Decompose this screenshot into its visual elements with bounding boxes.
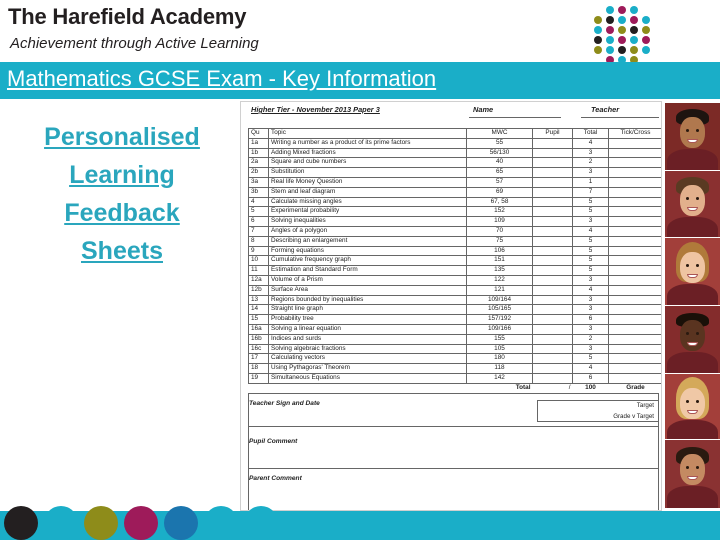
question-number: 12b xyxy=(249,285,269,295)
logo-dot xyxy=(618,6,626,14)
tick-cross xyxy=(609,305,663,315)
topic: Using Pythagoras' Theorem xyxy=(269,364,467,374)
title-bar xyxy=(0,62,720,99)
mwc-reference: 118 xyxy=(467,364,533,374)
table-header-row xyxy=(249,129,663,139)
mwc-reference: 142 xyxy=(467,373,533,383)
table-row xyxy=(249,334,663,344)
topic: Surface Area xyxy=(269,285,467,295)
table-row xyxy=(249,236,663,246)
grade-v-target-label: Grade v Target xyxy=(613,413,654,420)
logo-dot xyxy=(642,46,650,54)
tick-cross xyxy=(609,138,663,148)
total-marks: 3 xyxy=(573,305,609,315)
pupil-mark xyxy=(533,256,573,266)
tick-cross xyxy=(609,334,663,344)
topic: Solving inequalities xyxy=(269,217,467,227)
pupil-total: / xyxy=(568,383,571,391)
mwc-reference: 180 xyxy=(467,354,533,364)
column-header: Topic xyxy=(269,129,467,139)
logo-dot xyxy=(606,26,614,34)
mwc-reference: 55 xyxy=(467,138,533,148)
tick-cross xyxy=(609,266,663,276)
slide-title: Mathematics GCSE Exam - Key Information xyxy=(7,66,437,91)
question-number: 11 xyxy=(249,266,269,276)
question-number: 2a xyxy=(249,158,269,168)
topic: Experimental probability xyxy=(269,207,467,217)
school-name: The Harefield Academy xyxy=(8,4,247,29)
mwc-reference: 105 xyxy=(467,344,533,354)
pupil-mark xyxy=(533,315,573,325)
total-marks: 1 xyxy=(573,177,609,187)
question-number: 16a xyxy=(249,324,269,334)
target-box xyxy=(537,400,659,422)
logo-dot xyxy=(618,16,626,24)
topic: Straight line graph xyxy=(269,305,467,315)
question-number: 5 xyxy=(249,207,269,217)
total-marks: 5 xyxy=(573,256,609,266)
school-tagline: Achievement through Active Learning xyxy=(10,35,259,52)
question-number: 6 xyxy=(249,217,269,227)
parent-comment-label: Parent Comment xyxy=(249,475,302,482)
pupil-comment-label: Pupil Comment xyxy=(249,438,298,445)
pupil-mark xyxy=(533,177,573,187)
mwc-reference: 56/130 xyxy=(467,148,533,158)
total-marks: 3 xyxy=(573,344,609,354)
student-photo-6 xyxy=(665,440,720,508)
logo-dot xyxy=(630,16,638,24)
logo-dot xyxy=(594,36,602,44)
footer-dot xyxy=(124,506,158,540)
pupil-mark xyxy=(533,226,573,236)
paper-title: Higher Tier - November 2013 Paper 3 xyxy=(251,105,380,114)
column-header: Pupil xyxy=(533,129,573,139)
pupil-mark xyxy=(533,168,573,178)
tick-cross xyxy=(609,197,663,207)
mwc-reference: 109 xyxy=(467,217,533,227)
pupil-mark xyxy=(533,148,573,158)
question-number: 8 xyxy=(249,236,269,246)
footer-dot xyxy=(44,506,78,540)
table-row xyxy=(249,226,663,236)
footer-dot xyxy=(4,506,38,540)
table-row xyxy=(249,138,663,148)
side-heading xyxy=(28,118,216,270)
question-number: 13 xyxy=(249,295,269,305)
student-photo-3 xyxy=(665,238,720,305)
pupil-mark xyxy=(533,324,573,334)
topic: Simultaneous Equations xyxy=(269,373,467,383)
student-photo-4 xyxy=(665,306,720,373)
pupil-mark xyxy=(533,187,573,197)
pupil-mark xyxy=(533,354,573,364)
pupil-mark xyxy=(533,236,573,246)
pupil-mark xyxy=(533,207,573,217)
mwc-reference: 109/164 xyxy=(467,295,533,305)
pupil-mark xyxy=(533,334,573,344)
tick-cross xyxy=(609,177,663,187)
mwc-reference: 105/165 xyxy=(467,305,533,315)
table-row xyxy=(249,373,663,383)
table-row xyxy=(249,246,663,256)
logo-dot xyxy=(594,26,602,34)
topic: Describing an enlargement xyxy=(269,236,467,246)
table-row xyxy=(249,275,663,285)
topic: Solving a linear equation xyxy=(269,324,467,334)
total-marks: 5 xyxy=(573,207,609,217)
question-number: 1a xyxy=(249,138,269,148)
logo-dot xyxy=(606,6,614,14)
logo-dot xyxy=(642,26,650,34)
side-heading-line: Feedback xyxy=(64,199,180,227)
footer-dot xyxy=(84,506,118,540)
mwc-reference: 106 xyxy=(467,246,533,256)
target-label: Target xyxy=(636,402,654,409)
logo-dot xyxy=(630,46,638,54)
topic: Square and cube numbers xyxy=(269,158,467,168)
tick-cross xyxy=(609,158,663,168)
mwc-reference: 155 xyxy=(467,334,533,344)
topic: Calculate missing angles xyxy=(269,197,467,207)
total-marks: 5 xyxy=(573,197,609,207)
question-number: 4 xyxy=(249,197,269,207)
topic: Calculating vectors xyxy=(269,354,467,364)
table-row xyxy=(249,295,663,305)
total-marks: 3 xyxy=(573,324,609,334)
mwc-reference: 157/192 xyxy=(467,315,533,325)
table-row xyxy=(249,266,663,276)
table-row xyxy=(249,285,663,295)
topic: Stem and leaf diagram xyxy=(269,187,467,197)
table-row xyxy=(249,324,663,334)
question-number: 3b xyxy=(249,187,269,197)
question-number: 12a xyxy=(249,275,269,285)
logo-dot xyxy=(630,26,638,34)
table-row xyxy=(249,364,663,374)
mwc-reference: 122 xyxy=(467,275,533,285)
logo-dot xyxy=(630,6,638,14)
total-label: Total xyxy=(515,383,531,391)
logo-dot xyxy=(618,36,626,44)
student-photo-5 xyxy=(665,374,720,439)
total-marks: 3 xyxy=(573,275,609,285)
feedback-sheet xyxy=(240,101,662,511)
side-heading-line: Learning xyxy=(69,161,175,189)
mwc-reference: 121 xyxy=(467,285,533,295)
footer-dot xyxy=(164,506,198,540)
table-row xyxy=(249,148,663,158)
student-photo-2 xyxy=(665,171,720,237)
feedback-table xyxy=(248,128,662,393)
logo-dot xyxy=(642,16,650,24)
mwc-reference: 70 xyxy=(467,226,533,236)
logo-dot xyxy=(606,36,614,44)
question-number: 3a xyxy=(249,177,269,187)
question-number: 1b xyxy=(249,148,269,158)
topic: Volume of a Prism xyxy=(269,275,467,285)
mwc-reference: 67, 58 xyxy=(467,197,533,207)
table-row xyxy=(249,315,663,325)
tick-cross xyxy=(609,217,663,227)
topic: Real life Money Question xyxy=(269,177,467,187)
mwc-reference: 151 xyxy=(467,256,533,266)
pupil-mark xyxy=(533,295,573,305)
student-photo-1 xyxy=(665,103,720,170)
table-row xyxy=(249,177,663,187)
tick-cross xyxy=(609,315,663,325)
pupil-mark xyxy=(533,138,573,148)
mwc-reference: 109/166 xyxy=(467,324,533,334)
tick-cross xyxy=(609,344,663,354)
pupil-mark xyxy=(533,246,573,256)
mwc-reference: 57 xyxy=(467,177,533,187)
pupil-mark xyxy=(533,344,573,354)
tick-cross xyxy=(609,246,663,256)
pupil-mark xyxy=(533,373,573,383)
topic: Angles of a polygon xyxy=(269,226,467,236)
tick-cross xyxy=(609,275,663,285)
total-marks: 2 xyxy=(573,158,609,168)
tick-cross xyxy=(609,148,663,158)
table-row xyxy=(249,168,663,178)
question-number: 9 xyxy=(249,246,269,256)
logo-dot xyxy=(594,16,602,24)
total-marks: 5 xyxy=(573,236,609,246)
total-marks: 5 xyxy=(573,266,609,276)
teacher-label: Teacher xyxy=(591,105,620,114)
tick-cross xyxy=(609,295,663,305)
total-marks: 6 xyxy=(573,315,609,325)
question-number: 16b xyxy=(249,334,269,344)
logo-dot xyxy=(606,46,614,54)
pupil-mark xyxy=(533,305,573,315)
question-number: 15 xyxy=(249,315,269,325)
topic: Adding Mixed fractions xyxy=(269,148,467,158)
mwc-reference: 152 xyxy=(467,207,533,217)
topic: Regions bounded by inequalities xyxy=(269,295,467,305)
logo-dot xyxy=(630,36,638,44)
topic: Indices and surds xyxy=(269,334,467,344)
name-label: Name xyxy=(473,105,494,114)
mwc-reference: 65 xyxy=(467,168,533,178)
topic: Estimation and Standard Form xyxy=(269,266,467,276)
max-total: 100 xyxy=(585,383,596,391)
question-number: 17 xyxy=(249,354,269,364)
total-marks: 4 xyxy=(573,285,609,295)
mwc-reference: 75 xyxy=(467,236,533,246)
table-row xyxy=(249,207,663,217)
pupil-mark xyxy=(533,158,573,168)
teacher-sign-label: Teacher Sign and Date xyxy=(249,400,320,407)
total-marks: 4 xyxy=(573,364,609,374)
column-header: Total xyxy=(573,129,609,139)
tick-cross xyxy=(609,324,663,334)
question-number: 10 xyxy=(249,256,269,266)
pupil-mark xyxy=(533,266,573,276)
table-row xyxy=(249,344,663,354)
pupil-mark xyxy=(533,197,573,207)
question-number: 19 xyxy=(249,373,269,383)
total-marks: 5 xyxy=(573,246,609,256)
table-row xyxy=(249,197,663,207)
mwc-reference: 40 xyxy=(467,158,533,168)
tick-cross xyxy=(609,354,663,364)
question-number: 18 xyxy=(249,364,269,374)
total-marks: 5 xyxy=(573,354,609,364)
side-heading-line: Sheets xyxy=(81,237,163,265)
question-number: 16c xyxy=(249,344,269,354)
total-marks: 4 xyxy=(573,138,609,148)
topic: Forming equations xyxy=(269,246,467,256)
tick-cross xyxy=(609,168,663,178)
total-row xyxy=(249,383,663,392)
tick-cross xyxy=(609,187,663,197)
tick-cross xyxy=(609,207,663,217)
logo-dot xyxy=(606,16,614,24)
logo-dot xyxy=(618,46,626,54)
pupil-mark xyxy=(533,285,573,295)
total-marks: 6 xyxy=(573,373,609,383)
logo-dot xyxy=(642,36,650,44)
tick-cross xyxy=(609,364,663,374)
dot-grid-logo xyxy=(592,6,656,64)
footer-dot xyxy=(204,506,238,540)
table-row xyxy=(249,217,663,227)
topic: Cumulative frequency graph xyxy=(269,256,467,266)
tick-cross xyxy=(609,226,663,236)
total-marks: 4 xyxy=(573,226,609,236)
column-header: Qu xyxy=(249,129,269,139)
topic: Probability tree xyxy=(269,315,467,325)
logo-dot xyxy=(594,46,602,54)
grade-label: Grade xyxy=(626,383,645,391)
pupil-mark xyxy=(533,275,573,285)
total-marks: 7 xyxy=(573,187,609,197)
tick-cross xyxy=(609,256,663,266)
table-row xyxy=(249,354,663,364)
logo-dot xyxy=(618,26,626,34)
pupil-mark xyxy=(533,364,573,374)
mwc-reference: 135 xyxy=(467,266,533,276)
topic: Writing a number as a product of its prime factors xyxy=(269,138,467,148)
footer-dot xyxy=(244,506,278,540)
topic: Solving algebraic fractions xyxy=(269,344,467,354)
column-header: MWC xyxy=(467,129,533,139)
question-number: 7 xyxy=(249,226,269,236)
question-number: 2b xyxy=(249,168,269,178)
pupil-mark xyxy=(533,217,573,227)
tick-cross xyxy=(609,285,663,295)
mwc-reference: 69 xyxy=(467,187,533,197)
table-row xyxy=(249,158,663,168)
total-marks: 3 xyxy=(573,217,609,227)
total-marks: 3 xyxy=(573,295,609,305)
table-row xyxy=(249,305,663,315)
tick-cross xyxy=(609,236,663,246)
table-row xyxy=(249,187,663,197)
total-marks: 3 xyxy=(573,148,609,158)
side-heading-line: Personalised xyxy=(44,123,200,151)
total-marks: 2 xyxy=(573,334,609,344)
table-row xyxy=(249,256,663,266)
topic: Substitution xyxy=(269,168,467,178)
tick-cross xyxy=(609,373,663,383)
question-number: 14 xyxy=(249,305,269,315)
total-marks: 3 xyxy=(573,168,609,178)
column-header: Tick/Cross xyxy=(609,129,663,139)
